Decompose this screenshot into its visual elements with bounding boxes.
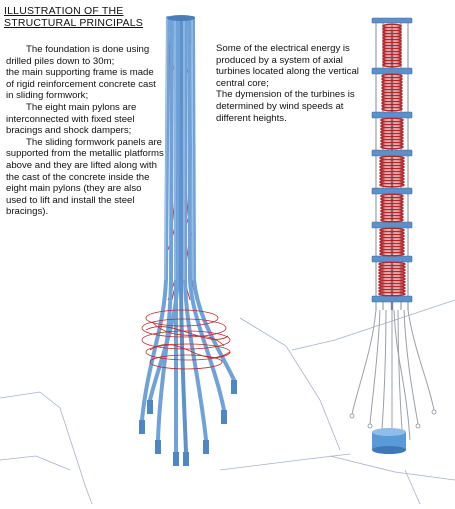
structural-description bbox=[6, 44, 164, 218]
text-main-frame: the main supporting frame is made of rigid reinforcement concrete cast in sliding formwork; bbox=[6, 67, 156, 102]
text-foundation: The foundation is done using drilled piles down to 30m; bbox=[6, 44, 150, 67]
text-pylons: The eight main pylons are interconnected with fixed steel bracings and shock dampers; bbox=[6, 101, 137, 137]
title-line-1: ILLUSTRATION OF THE bbox=[4, 5, 124, 17]
title-line-2: STRUCTURAL PRINCIPALS bbox=[4, 17, 143, 29]
rod-anchors bbox=[350, 410, 436, 428]
foundation-base bbox=[372, 428, 406, 454]
energy-description bbox=[216, 43, 368, 124]
illustration-title bbox=[4, 5, 143, 29]
tower-top-cap bbox=[167, 15, 195, 21]
text-turbine-dimension: The dymension of the turbines is determined by wind speeds at different heights. bbox=[216, 89, 355, 124]
text-formwork: The sliding formwork panels are supported from the metallic platforms above and they are lifted along with the cast of the concrete inside the eight main pylons (they are also used to lift and install the steel bracings). bbox=[6, 136, 164, 218]
base-splay-rods bbox=[352, 310, 434, 440]
text-turbines: Some of the electrical energy is produced by a system of axial turbines located along the vertical central core; bbox=[216, 43, 359, 89]
